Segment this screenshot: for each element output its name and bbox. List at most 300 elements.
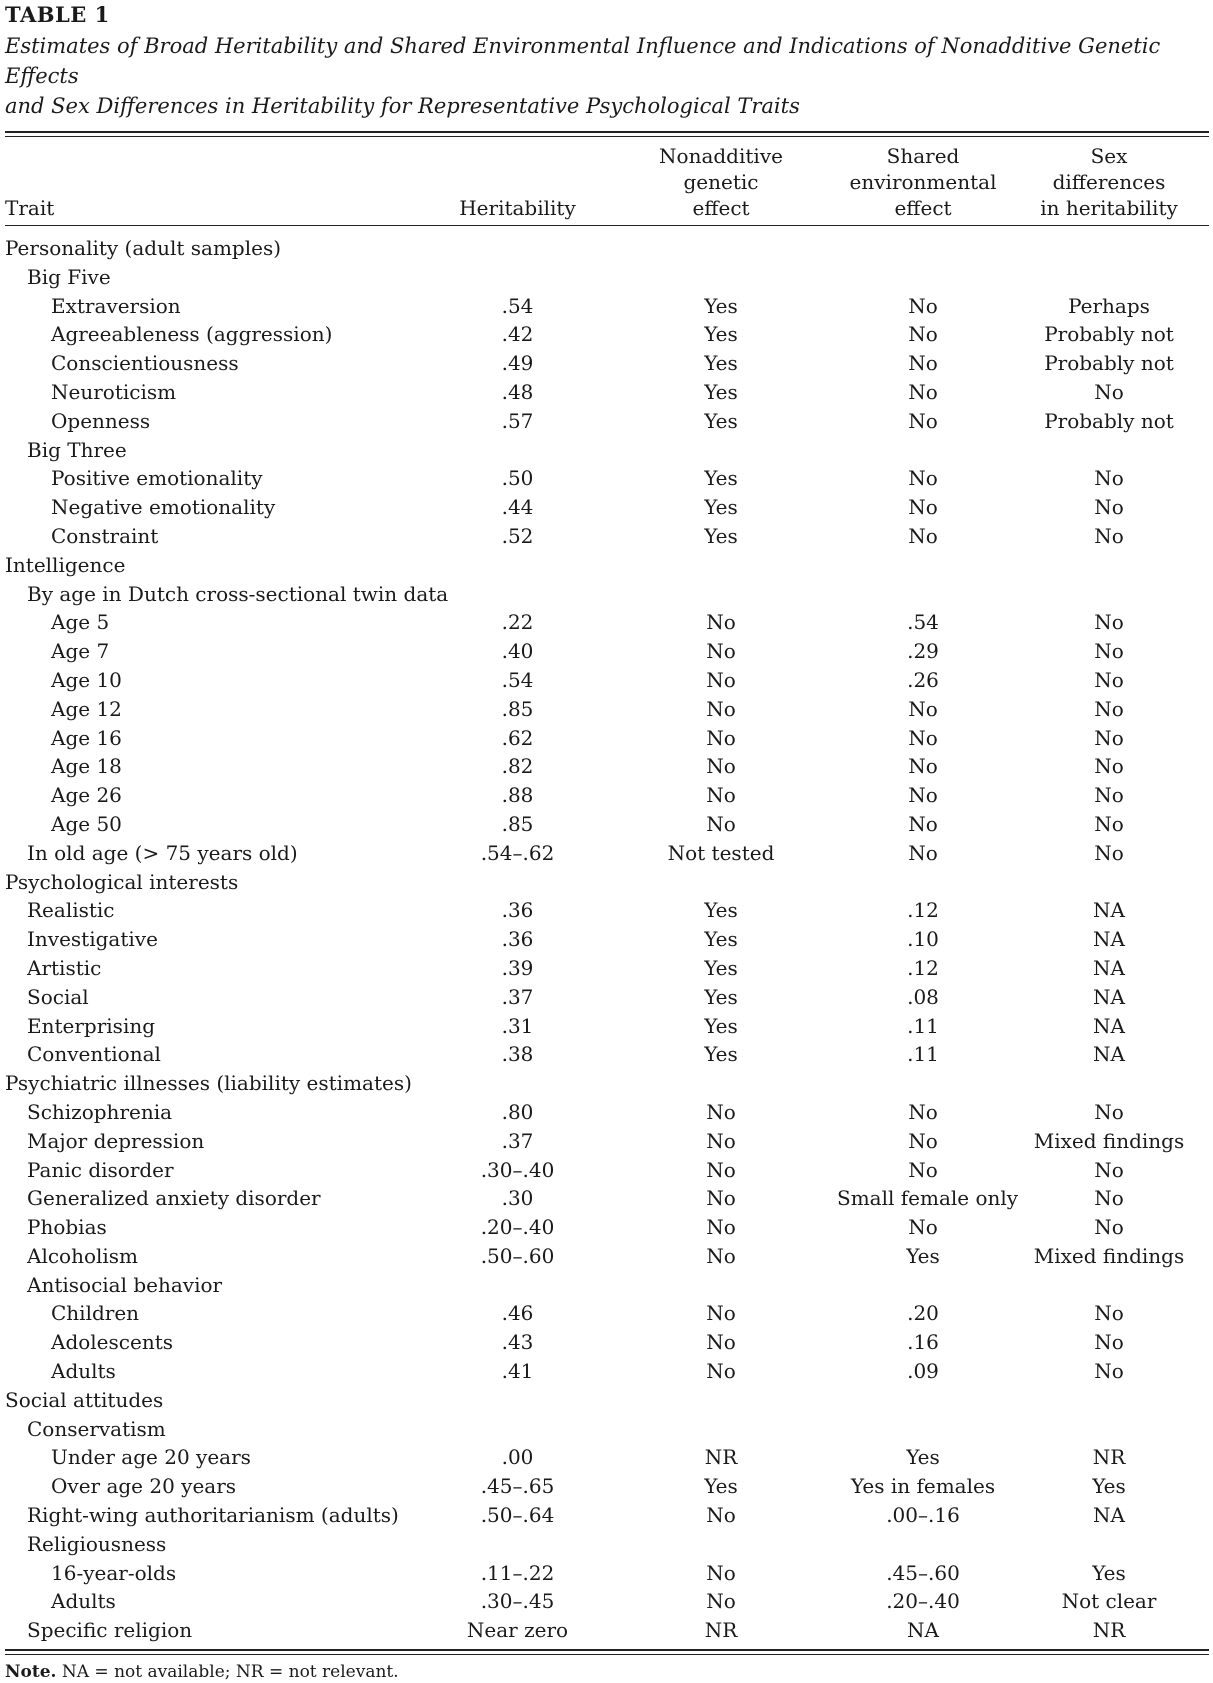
cell-heritability: .88 — [501, 783, 534, 808]
cell-sex-differences: NA — [1093, 955, 1125, 980]
cell-heritability: .62 — [501, 725, 534, 750]
cell-sex-differences: No — [1094, 783, 1124, 808]
cell-trait: Investigative — [27, 927, 158, 952]
cell-heritability — [430, 263, 605, 292]
cell-shared-environment: No — [908, 1099, 938, 1124]
cell-heritability: .50 — [501, 466, 534, 491]
cell-heritability: .30–.45 — [480, 1589, 555, 1614]
cell-heritability: .85 — [501, 811, 534, 836]
cell-shared-environment: No — [908, 1215, 938, 1240]
cell-trait: Conventional — [27, 1042, 161, 1067]
cell-trait: Age 12 — [51, 696, 122, 721]
bottom-double-rule — [5, 1649, 1209, 1655]
table-row — [5, 752, 1209, 781]
table-note — [5, 1661, 1209, 1683]
cell-nonadditive: No — [706, 1301, 736, 1326]
cell-heritability: .54–.62 — [480, 840, 555, 865]
cell-shared-environment: No — [908, 696, 938, 721]
table-row — [5, 1559, 1209, 1588]
cell-sex-differences — [1009, 263, 1209, 292]
cell-sex-differences — [1009, 234, 1209, 263]
cell-sex-differences: No — [1094, 523, 1124, 548]
table-row — [5, 1587, 1209, 1616]
cell-heritability — [430, 1069, 605, 1098]
cell-shared-environment: NA — [907, 1618, 939, 1643]
cell-heritability: .54 — [501, 293, 534, 318]
cell-shared-environment: Yes — [906, 1243, 940, 1268]
cell-trait: Age 26 — [51, 783, 122, 808]
cell-trait: Major depression — [27, 1128, 205, 1153]
table-row — [5, 378, 1209, 407]
cell-nonadditive — [605, 1069, 837, 1098]
cell-trait: Antisocial behavior — [27, 1272, 223, 1297]
cell-shared-environment: No — [908, 840, 938, 865]
cell-shared-environment: .10 — [907, 927, 939, 952]
table-row — [5, 1242, 1209, 1271]
cell-sex-differences: NA — [1093, 927, 1125, 952]
cell-shared-environment: .20–.40 — [886, 1589, 960, 1614]
table-row — [5, 1156, 1209, 1185]
cell-nonadditive: No — [706, 1503, 736, 1528]
cell-nonadditive: Yes — [704, 408, 738, 433]
table-row — [5, 868, 1209, 897]
table-row — [5, 464, 1209, 493]
table-row — [5, 724, 1209, 753]
table-row — [5, 580, 1209, 609]
table-row — [5, 292, 1209, 321]
cell-nonadditive: Yes — [704, 1013, 738, 1038]
cell-heritability: .57 — [501, 408, 534, 433]
cell-trait: Age 7 — [51, 639, 110, 664]
table-row — [5, 1271, 1209, 1300]
cell-sex-differences: NR — [1092, 1445, 1126, 1470]
cell-nonadditive: Yes — [704, 293, 738, 318]
table-row — [5, 263, 1209, 292]
cell-nonadditive: Yes — [704, 351, 738, 376]
cell-shared-environment: .09 — [907, 1359, 939, 1384]
cell-nonadditive: Yes — [704, 927, 738, 952]
cell-trait: Age 16 — [51, 725, 122, 750]
cell-trait: Specific religion — [27, 1618, 193, 1643]
cell-shared-environment: .20 — [907, 1301, 939, 1326]
cell-nonadditive: No — [706, 1589, 736, 1614]
cell-shared-environment: .11 — [907, 1042, 939, 1067]
cell-nonadditive: No — [706, 1186, 736, 1211]
table-header — [5, 137, 1209, 226]
cell-nonadditive: No — [706, 1243, 736, 1268]
table-row — [5, 493, 1209, 522]
cell-heritability: .00 — [501, 1445, 534, 1470]
cell-sex-differences: Yes — [1092, 1474, 1126, 1499]
table-row — [5, 983, 1209, 1012]
cell-nonadditive: No — [706, 639, 736, 664]
cell-shared-environment — [837, 436, 1009, 465]
header-line: effect — [894, 196, 952, 220]
header-shared-environment — [837, 137, 1009, 225]
cell-trait: Alcoholism — [27, 1243, 139, 1268]
cell-sex-differences: Yes — [1092, 1560, 1126, 1585]
cell-nonadditive: No — [706, 1359, 736, 1384]
cell-heritability: .30 — [501, 1186, 534, 1211]
cell-heritability — [430, 868, 605, 897]
cell-trait: Psychological interests — [5, 869, 239, 894]
cell-sex-differences: No — [1094, 1359, 1124, 1384]
cell-nonadditive: No — [706, 1560, 736, 1585]
cell-sex-differences: No — [1094, 1301, 1124, 1326]
cell-trait: Conscientiousness — [51, 351, 239, 376]
cell-trait: Right-wing authoritarianism (adults) — [27, 1503, 399, 1528]
cell-trait: Positive emotionality — [51, 466, 263, 491]
cell-sex-differences: No — [1094, 379, 1124, 404]
table-row — [5, 349, 1209, 378]
cell-heritability — [430, 234, 605, 263]
header-line: Nonadditive — [659, 144, 783, 168]
cell-heritability — [430, 551, 605, 580]
cell-heritability: .48 — [501, 379, 534, 404]
table-row — [5, 1098, 1209, 1127]
table-row — [5, 1386, 1209, 1415]
cell-sex-differences: No — [1094, 639, 1124, 664]
cell-shared-environment: .12 — [907, 898, 939, 923]
header-line: differences — [1052, 170, 1166, 194]
header-line: effect — [692, 196, 750, 220]
cell-shared-environment: .45–.60 — [886, 1560, 960, 1585]
table-body — [5, 226, 1209, 1645]
table-row — [5, 1415, 1209, 1444]
cell-heritability — [430, 1386, 605, 1415]
cell-nonadditive — [605, 1386, 837, 1415]
cell-trait: Under age 20 years — [51, 1445, 251, 1470]
cell-trait: Conservatism — [27, 1416, 166, 1441]
cell-sex-differences: NA — [1093, 1503, 1125, 1528]
cell-heritability — [430, 580, 605, 609]
cell-shared-environment — [837, 1386, 1009, 1415]
note-text: NA = not available; NR = not relevant. — [61, 1662, 399, 1683]
cell-shared-environment — [837, 263, 1009, 292]
cell-heritability: .39 — [501, 955, 534, 980]
cell-nonadditive: Yes — [704, 523, 738, 548]
table-row — [5, 1443, 1209, 1472]
cell-heritability: .36 — [501, 898, 534, 923]
header-trait: Trait — [5, 196, 55, 220]
cell-trait: Big Five — [27, 264, 111, 289]
table-row — [5, 810, 1209, 839]
table-row — [5, 896, 1209, 925]
cell-heritability: .22 — [501, 610, 534, 635]
cell-heritability: .40 — [501, 639, 534, 664]
cell-heritability: .49 — [501, 351, 534, 376]
cell-heritability: .37 — [501, 1128, 534, 1153]
cell-heritability: .38 — [501, 1042, 534, 1067]
cell-heritability: .20–.40 — [480, 1215, 555, 1240]
cell-heritability: .45–.65 — [480, 1474, 555, 1499]
cell-heritability: .50–.64 — [480, 1503, 555, 1528]
cell-sex-differences: Mixed findings — [1033, 1128, 1185, 1153]
cell-heritability: .82 — [501, 754, 534, 779]
cell-shared-environment: No — [908, 1128, 938, 1153]
cell-shared-environment: No — [908, 783, 938, 808]
cell-sex-differences: No — [1094, 754, 1124, 779]
cell-trait: Adolescents — [51, 1330, 174, 1355]
cell-trait: Phobias — [27, 1215, 107, 1240]
table-row — [5, 320, 1209, 349]
cell-trait: Agreeableness (aggression) — [51, 322, 333, 347]
cell-trait: Artistic — [27, 955, 102, 980]
header-nonadditive — [605, 137, 837, 225]
cell-sex-differences: No — [1094, 840, 1124, 865]
cell-heritability — [430, 1530, 605, 1559]
cell-sex-differences — [1009, 436, 1209, 465]
table-row — [5, 1213, 1209, 1242]
header-sex-differences — [1009, 137, 1209, 225]
cell-trait: Age 5 — [51, 610, 110, 635]
table-row — [5, 522, 1209, 551]
cell-nonadditive: Yes — [704, 955, 738, 980]
cell-shared-environment: .26 — [907, 667, 939, 692]
cell-trait: 16-year-olds — [51, 1560, 177, 1585]
cell-heritability — [430, 1271, 605, 1300]
cell-nonadditive — [605, 1271, 837, 1300]
cell-nonadditive: No — [706, 1215, 736, 1240]
cell-heritability: Near zero — [466, 1618, 569, 1643]
cell-sex-differences: No — [1094, 811, 1124, 836]
cell-sex-differences — [1009, 551, 1209, 580]
cell-sex-differences — [1009, 1530, 1209, 1559]
cell-shared-environment: .11 — [907, 1013, 939, 1038]
table-row — [5, 608, 1209, 637]
table-row — [5, 1069, 1209, 1098]
cell-shared-environment: No — [908, 754, 938, 779]
cell-nonadditive: No — [706, 1128, 736, 1153]
cell-nonadditive — [605, 580, 837, 609]
heritability-table — [5, 137, 1209, 1645]
cell-nonadditive — [605, 436, 837, 465]
table-row — [5, 234, 1209, 263]
cell-heritability: .44 — [501, 495, 534, 520]
cell-sex-differences: NA — [1093, 898, 1125, 923]
cell-shared-environment: .54 — [907, 610, 939, 635]
header-line: environmental — [849, 170, 997, 194]
cell-sex-differences — [1009, 1386, 1209, 1415]
cell-trait: Big Three — [27, 437, 127, 462]
table-row — [5, 1040, 1209, 1069]
cell-sex-differences: No — [1094, 1215, 1124, 1240]
cell-trait: Children — [51, 1301, 140, 1326]
cell-trait: Constraint — [51, 523, 159, 548]
table-row — [5, 1357, 1209, 1386]
cell-shared-environment: No — [908, 379, 938, 404]
cell-sex-differences — [1009, 580, 1209, 609]
cell-nonadditive: No — [706, 754, 736, 779]
cell-sex-differences — [1009, 1271, 1209, 1300]
cell-nonadditive: No — [706, 1330, 736, 1355]
cell-nonadditive: No — [706, 610, 736, 635]
cell-sex-differences — [1009, 1069, 1209, 1098]
cell-nonadditive: Yes — [704, 1042, 738, 1067]
table-row — [5, 1501, 1209, 1530]
cell-heritability: .36 — [501, 927, 534, 952]
cell-nonadditive: NR — [704, 1618, 738, 1643]
cell-shared-environment: No — [908, 351, 938, 376]
cell-sex-differences: No — [1094, 1186, 1124, 1211]
cell-heritability: .37 — [501, 984, 534, 1009]
cell-heritability — [430, 1415, 605, 1444]
cell-shared-environment: No — [908, 725, 938, 750]
table-label: TABLE 1 — [5, 2, 110, 27]
cell-sex-differences: No — [1094, 466, 1124, 491]
cell-trait: Realistic — [27, 898, 115, 923]
table-row — [5, 781, 1209, 810]
cell-trait: Adults — [51, 1589, 116, 1614]
cell-sex-differences: No — [1094, 495, 1124, 520]
cell-trait: Over age 20 years — [51, 1474, 237, 1499]
cell-shared-environment: Yes in females — [850, 1474, 996, 1499]
table-row — [5, 925, 1209, 954]
cell-sex-differences: No — [1094, 725, 1124, 750]
cell-nonadditive — [605, 1530, 837, 1559]
cell-sex-differences: No — [1094, 696, 1124, 721]
cell-shared-environment: No — [908, 495, 938, 520]
table-row — [5, 1328, 1209, 1357]
header-line: in heritability — [1040, 196, 1178, 220]
caption-line: Estimates of Broad Heritability and Shared Environmental Influence and Indications of Nonadditive Genetic Effects — [5, 34, 1161, 88]
cell-heritability: .54 — [501, 667, 534, 692]
cell-sex-differences: No — [1094, 610, 1124, 635]
table-row — [5, 839, 1209, 868]
cell-heritability: .30–.40 — [480, 1157, 555, 1182]
table-row — [5, 1472, 1209, 1501]
cell-trait: Adults — [51, 1359, 116, 1384]
cell-heritability: .43 — [501, 1330, 534, 1355]
cell-shared-environment: No — [908, 408, 938, 433]
cell-shared-environment: No — [908, 466, 938, 491]
cell-heritability: .85 — [501, 696, 534, 721]
cell-heritability: .31 — [501, 1013, 534, 1038]
table-row — [5, 1616, 1209, 1645]
cell-nonadditive: Not tested — [667, 840, 775, 865]
cell-shared-environment: No — [908, 293, 938, 318]
cell-nonadditive: No — [706, 1157, 736, 1182]
cell-nonadditive — [605, 234, 837, 263]
cell-nonadditive — [605, 263, 837, 292]
cell-heritability: .46 — [501, 1301, 534, 1326]
cell-trait: Intelligence — [5, 552, 126, 577]
cell-nonadditive: No — [706, 811, 736, 836]
cell-sex-differences: Not clear — [1061, 1589, 1157, 1614]
cell-trait: Extraversion — [51, 293, 181, 318]
cell-sex-differences: Probably not — [1044, 408, 1174, 433]
cell-trait: Panic disorder — [27, 1157, 174, 1182]
cell-nonadditive: Yes — [704, 322, 738, 347]
cell-sex-differences: Probably not — [1044, 322, 1174, 347]
cell-shared-environment: Small female only — [837, 1186, 1019, 1211]
table-row — [5, 666, 1209, 695]
table-row — [5, 1299, 1209, 1328]
table-row — [5, 1184, 1209, 1213]
table-row — [5, 1530, 1209, 1559]
cell-sex-differences: No — [1094, 1157, 1124, 1182]
table-row — [5, 954, 1209, 983]
header-line: genetic — [683, 170, 759, 194]
cell-shared-environment: No — [908, 811, 938, 836]
cell-trait: Personality (adult samples) — [5, 236, 282, 260]
table-row — [5, 407, 1209, 436]
table-row — [5, 1012, 1209, 1041]
table-row — [5, 436, 1209, 465]
cell-trait: Openness — [51, 408, 151, 433]
cell-nonadditive: Yes — [704, 466, 738, 491]
cell-heritability: .50–.60 — [480, 1243, 555, 1268]
cell-nonadditive: No — [706, 783, 736, 808]
cell-sex-differences: NA — [1093, 1042, 1125, 1067]
cell-sex-differences: Mixed findings — [1033, 1243, 1185, 1268]
header-heritability: Heritability — [459, 196, 576, 220]
cell-shared-environment: No — [908, 1157, 938, 1182]
cell-heritability: .11–.22 — [480, 1560, 555, 1585]
cell-shared-environment — [837, 868, 1009, 897]
cell-nonadditive — [605, 868, 837, 897]
cell-trait: Age 18 — [51, 754, 122, 779]
cell-trait: Social attitudes — [5, 1387, 164, 1412]
cell-shared-environment — [837, 1069, 1009, 1098]
cell-trait: Enterprising — [27, 1013, 156, 1038]
header-line: Sex — [1090, 144, 1128, 168]
cell-trait: By age in Dutch cross-sectional twin data — [27, 581, 449, 606]
cell-nonadditive: Yes — [704, 1474, 738, 1499]
document-page — [5, 0, 1209, 1683]
cell-nonadditive — [605, 1415, 837, 1444]
table-caption — [5, 31, 1209, 121]
table-row — [5, 695, 1209, 724]
cell-shared-environment: .12 — [907, 955, 939, 980]
cell-nonadditive: No — [706, 667, 736, 692]
table-row — [5, 1127, 1209, 1156]
cell-shared-environment — [837, 580, 1009, 609]
cell-shared-environment — [837, 551, 1009, 580]
cell-sex-differences: NA — [1093, 1013, 1125, 1038]
cell-trait: Age 50 — [51, 811, 122, 836]
cell-trait: Religiousness — [27, 1531, 167, 1556]
cell-shared-environment: .16 — [907, 1330, 939, 1355]
cell-nonadditive: Yes — [704, 495, 738, 520]
cell-sex-differences: NA — [1093, 984, 1125, 1009]
cell-shared-environment: No — [908, 322, 938, 347]
cell-shared-environment — [837, 234, 1009, 263]
cell-sex-differences — [1009, 868, 1209, 897]
table-row — [5, 637, 1209, 666]
cell-trait: Neuroticism — [51, 379, 177, 404]
cell-sex-differences: No — [1094, 1330, 1124, 1355]
cell-shared-environment: .08 — [907, 984, 939, 1009]
cell-shared-environment — [837, 1530, 1009, 1559]
cell-sex-differences: No — [1094, 667, 1124, 692]
cell-trait: Schizophrenia — [27, 1099, 173, 1124]
cell-trait: In old age (> 75 years old) — [27, 840, 298, 865]
cell-heritability: .80 — [501, 1099, 534, 1124]
table-row — [5, 551, 1209, 580]
cell-nonadditive: Yes — [704, 898, 738, 923]
cell-sex-differences: Perhaps — [1068, 293, 1150, 318]
cell-sex-differences: Probably not — [1044, 351, 1174, 376]
cell-shared-environment — [837, 1415, 1009, 1444]
cell-heritability — [430, 436, 605, 465]
cell-heritability: .42 — [501, 322, 534, 347]
cell-shared-environment — [837, 1271, 1009, 1300]
cell-sex-differences: NR — [1092, 1618, 1126, 1643]
cell-nonadditive: No — [706, 1099, 736, 1124]
cell-heritability: .41 — [501, 1359, 534, 1384]
note-label: Note. — [5, 1662, 57, 1683]
